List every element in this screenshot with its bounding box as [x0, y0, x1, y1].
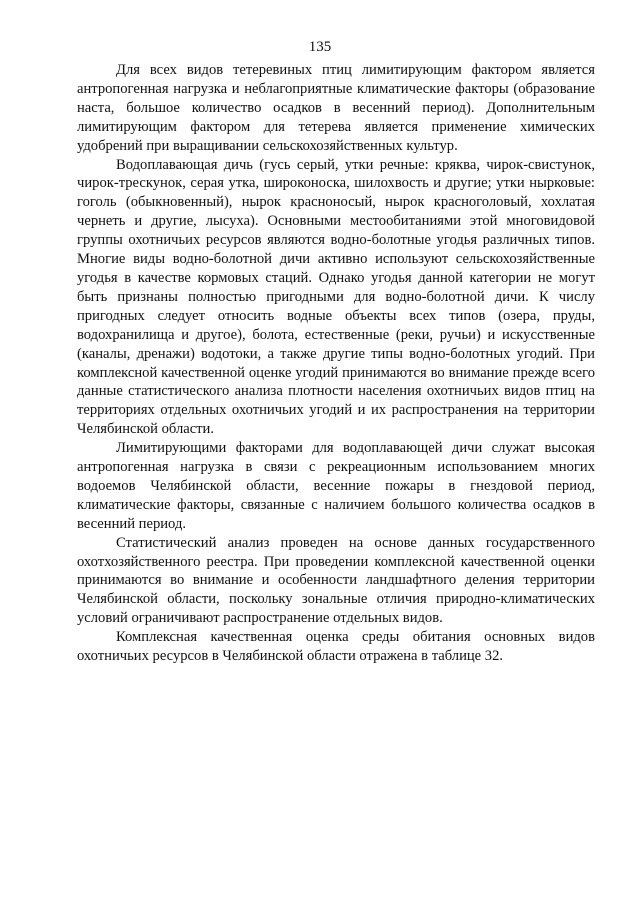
paragraph-table-reference: Комплексная качественная оценка среды обитания основных видов охотничьих ресурсов в Челябинской области отражена в таблице 32. — [77, 629, 595, 665]
paragraph-waterfowl-limiting-factors: Лимитирующими факторами для водоплавающей дичи служат высокая антропогенная нагрузка в связи с рекреационным использованием многих водоемов Челябинской области, весенние пожары в гнездовой период, климатические факторы, связанные с наличием большого количества осадков в весенний период. — [77, 440, 595, 532]
document-body — [77, 61, 595, 666]
paragraph-black-grouse-limiting-factors: Для всех видов тетеревиных птиц лимитирующим фактором является антропогенная нагрузка и неблагоприятные климатические факторы (образование наста, большое количество осадков в весенний период). Дополнительным лимитирующим фактором для тетерева является применение химических удобрений при выращивании сельскохозяйственных культур. — [77, 62, 595, 154]
paragraph-waterfowl-habitats: Водоплавающая дичь (гусь серый, утки речные: кряква, чирок-свистунок, чирок-трескунок, серая утка, широконоска, шилохвость и другие; утки нырковые: гоголь (обыкновенный), нырок красноносый, нырок красноголовый, хохлатая чернеть и другие, лысуха). Основными местообитаниями этой многовидовой группы охотничьих ресурсов являются водно-болотные угодья различных типов. Многие виды водно-болотной дичи активно используют сельскохозяйственные угодья в качестве кормовых стаций. Однако угодья данной категории не могут быть признаны полностью пригодными для водно-болотной дичи. К числу пригодных следует относить водные объекты всех типов (озера, пруды, водохранилища и другое), болота, естественные (реки, ручьи) и искусственные (каналы, дренажи) водотоки, а также другие типы водно-болотных угодий. При комплексной качественной оценке угодий принимаются во внимание прежде всего данные статистического анализа плотности населения охотничьих видов птиц на территориях отдельных охотничьих угодий и их распространения на территории Челябинской области. — [77, 156, 595, 438]
paragraph-statistical-analysis: Статистический анализ проведен на основе данных государственного охотхозяйственного реестра. При проведении комплексной качественной оценки принимаются во внимание и особенности ландшафтного деления территории Челябинской области, поскольку зональные отличия природно-климатических условий ограничивают распространение отдельных видов. — [77, 534, 595, 627]
page-number: 135 — [308, 39, 332, 55]
